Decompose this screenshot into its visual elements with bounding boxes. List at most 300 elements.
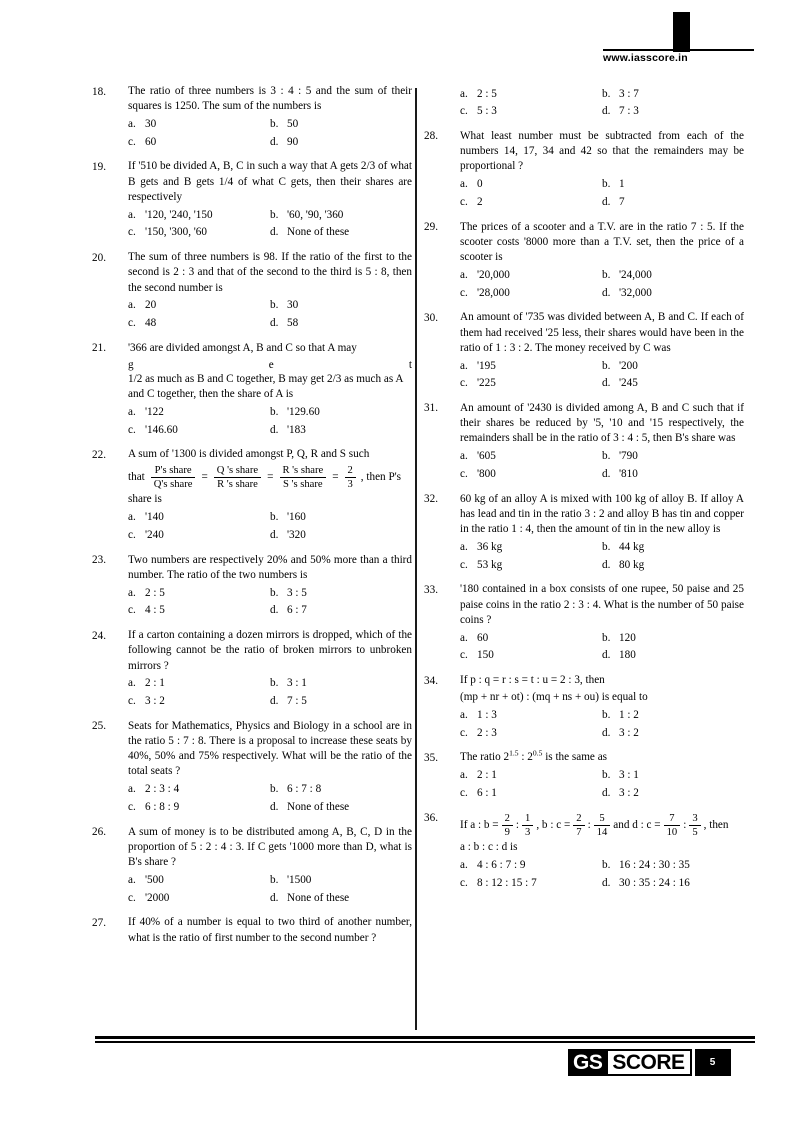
option-row (460, 631, 744, 646)
sup-mid: : 2 (518, 751, 533, 764)
answer-option[interactable] (270, 225, 412, 240)
artifact-glyph: e (268, 359, 274, 372)
option-value: 3 : 7 (619, 87, 639, 100)
answer-option[interactable] (128, 603, 270, 618)
fraction-numerator: 2 (504, 812, 510, 824)
answer-option[interactable] (128, 316, 270, 331)
answer-option[interactable] (270, 694, 412, 709)
question-body (460, 750, 744, 801)
answer-option[interactable] (460, 467, 602, 482)
question-body (460, 673, 744, 741)
formula-tail: , then P's (360, 470, 402, 483)
question-number: 29. (424, 221, 438, 234)
option-value: 120 (619, 631, 636, 644)
question-block (92, 159, 412, 240)
option-value: '183 (287, 423, 306, 436)
option-key: b. (602, 540, 611, 553)
answer-option[interactable] (602, 558, 744, 573)
answer-option[interactable] (602, 876, 744, 891)
option-list (460, 631, 744, 664)
question-number: 21. (92, 342, 106, 355)
answer-option[interactable] (602, 195, 744, 210)
option-key: d. (602, 786, 611, 799)
answer-option[interactable] (460, 558, 602, 573)
option-value: '24,000 (619, 268, 652, 281)
option-value: 8 : 12 : 15 : 7 (477, 876, 537, 889)
question-block (424, 750, 744, 801)
question-body (460, 220, 744, 301)
option-row (460, 177, 744, 192)
option-list (460, 177, 744, 210)
option-value: '150, '300, '60 (145, 226, 207, 239)
option-value: '146.60 (145, 423, 178, 436)
answer-option[interactable] (128, 800, 270, 815)
option-key: b. (602, 178, 611, 191)
option-key: a. (128, 208, 136, 221)
option-key: c. (460, 286, 468, 299)
formula-lead: that (128, 470, 145, 483)
fraction-denominator: 10 (664, 825, 681, 838)
question-number (424, 84, 460, 119)
option-row (460, 467, 744, 482)
fraction-denominator: 5 (689, 825, 700, 838)
option-key: c. (128, 800, 136, 813)
option-value: '790 (619, 450, 638, 463)
option-row (128, 316, 412, 331)
option-value: 3 : 2 (619, 786, 639, 799)
option-list (460, 359, 744, 392)
option-value: 6 : 8 : 9 (145, 800, 180, 813)
fraction-denominator: 7 (573, 825, 584, 838)
answer-option[interactable] (270, 510, 412, 525)
option-list (128, 208, 412, 241)
option-row (128, 423, 412, 438)
answer-option[interactable] (270, 117, 412, 132)
option-key: c. (128, 694, 136, 707)
option-key: b. (602, 631, 611, 644)
option-value: '122 (145, 405, 164, 418)
page-footer (0, 1036, 794, 1123)
option-key: a. (460, 87, 468, 100)
option-value: 150 (477, 649, 494, 662)
answer-option[interactable] (128, 510, 270, 525)
answer-option[interactable] (602, 87, 744, 102)
question-body (128, 825, 412, 906)
question-number: 28. (424, 130, 438, 143)
answer-option[interactable] (128, 782, 270, 797)
question-number: 36. (424, 812, 438, 825)
option-key: d. (602, 105, 611, 118)
option-value: '500 (145, 873, 164, 886)
question-block (92, 915, 412, 947)
question-body (460, 582, 744, 663)
page-content (0, 84, 794, 1030)
option-row (128, 586, 412, 601)
option-value: '28,000 (477, 286, 510, 299)
answer-option[interactable] (270, 528, 412, 543)
option-key: a. (128, 783, 136, 796)
answer-option[interactable] (128, 135, 270, 150)
option-key: b. (270, 299, 279, 312)
question-body (460, 84, 744, 119)
answer-option[interactable] (128, 423, 270, 438)
question-body (460, 492, 744, 573)
option-key: a. (128, 873, 136, 886)
option-row (460, 786, 744, 801)
answer-option[interactable] (270, 298, 412, 313)
answer-option[interactable] (270, 208, 412, 223)
answer-option[interactable] (602, 786, 744, 801)
answer-option[interactable] (602, 104, 744, 119)
option-key: a. (128, 117, 136, 130)
answer-option[interactable] (602, 376, 744, 391)
question-number: 27. (92, 916, 106, 929)
formula-part: , b : c = (536, 818, 571, 831)
option-value: 53 kg (477, 558, 503, 571)
answer-option[interactable] (602, 286, 744, 301)
option-row (128, 782, 412, 797)
question-number: 34. (424, 674, 438, 687)
fraction-numerator: 5 (599, 812, 605, 824)
option-key: b. (602, 859, 611, 872)
option-list (128, 782, 412, 815)
question-body (128, 915, 412, 947)
question-body (128, 84, 412, 150)
question-body (460, 310, 744, 391)
formula-operator: = (267, 470, 274, 483)
question-text: (mp + nr + ot) : (mq + ns + ou) is equal to (460, 691, 648, 704)
question-text: a : b : c : d is (460, 841, 518, 854)
option-key: b. (602, 359, 611, 372)
answer-option[interactable] (270, 676, 412, 691)
option-key: a. (460, 769, 468, 782)
option-value: '605 (477, 450, 496, 463)
question-body (128, 628, 412, 709)
footer-rule-thin (95, 1041, 755, 1043)
answer-option[interactable] (460, 768, 602, 783)
question-block (92, 250, 412, 331)
question-number: 25. (92, 720, 106, 733)
answer-option[interactable] (128, 208, 270, 223)
answer-option[interactable] (460, 876, 602, 891)
answer-option[interactable] (602, 648, 744, 663)
option-row (460, 708, 744, 723)
option-key: b. (602, 87, 611, 100)
option-value: 0 (477, 178, 483, 191)
question-block (92, 447, 412, 543)
option-row (460, 359, 744, 374)
question-text: share is (128, 493, 162, 506)
fraction-numerator: 2 (347, 464, 353, 476)
answer-option[interactable] (602, 359, 744, 374)
option-key: b. (270, 117, 279, 130)
option-value: 90 (287, 135, 299, 148)
option-value: '120, '240, '150 (145, 208, 213, 221)
option-row (128, 800, 412, 815)
option-row (460, 876, 744, 891)
option-key: c. (460, 876, 468, 889)
option-key: d. (602, 467, 611, 480)
answer-option[interactable] (460, 87, 602, 102)
question-block (424, 401, 744, 482)
gs-score-logo (568, 1049, 731, 1076)
option-list (128, 873, 412, 906)
option-key: b. (602, 769, 611, 782)
answer-option[interactable] (270, 423, 412, 438)
option-list (460, 858, 744, 891)
question-text: The ratio of three numbers is 3 : 4 : 5 and the sum of their squares is 1250. The sum of the numbers is (128, 85, 412, 113)
question-body (128, 159, 412, 240)
question-text: An amount of '2430 is divided among A, B and C such that if their shares be reduced by '5, '10 and '15 respectively, the remainders shall be in the ratio of 3 : 4 : 5, then B's share was (460, 401, 744, 445)
option-value: 44 kg (619, 540, 645, 553)
fraction (522, 813, 533, 839)
answer-option[interactable] (270, 586, 412, 601)
option-key: b. (602, 450, 611, 463)
answer-option[interactable] (602, 858, 744, 873)
question-text: 60 kg of an alloy A is mixed with 100 kg of alloy B. If alloy A has lead and tin in the ratio 3 : 2 and alloy B has tin and copper in the ratio 1 : 4, then the amount of tin in the new alloy is (460, 492, 744, 536)
option-key: d. (270, 423, 279, 436)
option-value: 4 : 5 (145, 604, 165, 617)
answer-option[interactable] (460, 726, 602, 741)
option-row (460, 726, 744, 741)
option-value: None of these (287, 226, 350, 239)
answer-option[interactable] (128, 405, 270, 420)
answer-option[interactable] (270, 135, 412, 150)
answer-option[interactable] (602, 708, 744, 723)
question-body (128, 553, 412, 619)
option-row (460, 449, 744, 464)
formula-part: If a : b = (460, 818, 499, 831)
fraction-denominator: 14 (594, 825, 611, 838)
option-key: b. (602, 708, 611, 721)
option-value: '32,000 (619, 286, 652, 299)
answer-option[interactable] (128, 891, 270, 906)
answer-option[interactable] (270, 603, 412, 618)
answer-option[interactable] (460, 648, 602, 663)
option-list (460, 708, 744, 741)
option-row (128, 528, 412, 543)
question-block (424, 673, 744, 741)
question-text: A sum of money is to be distributed among A, B, C, D in the proportion of 5 : 2 : 4 : 3. If C gets '1000 more than D, what is B's share ? (128, 825, 412, 869)
fraction-numerator: P's share (154, 464, 192, 476)
answer-option[interactable] (270, 800, 412, 815)
option-key: b. (270, 405, 279, 418)
option-value: '195 (477, 359, 496, 372)
option-key: c. (128, 135, 136, 148)
option-key: a. (460, 178, 468, 191)
question-text: A sum of '1300 is divided amongst P, Q, R and S such (128, 448, 370, 461)
question-number: 19. (92, 160, 106, 173)
answer-option[interactable] (602, 467, 744, 482)
question-text: The prices of a scooter and a T.V. are in the ratio 7 : 5. If the scooter costs '8000 more than a T.V. set, then the price of a scooter is (460, 220, 744, 264)
question-text: Seats for Mathematics, Physics and Biology in a school are in the ratio 5 : 7 : 8. There is a proposal to increase these seats by 40%, 50% and 75% respectively. What will be the ratio of the total seats ? (128, 719, 412, 778)
fraction-numerator: 2 (576, 812, 582, 824)
answer-option[interactable] (602, 768, 744, 783)
question-body (128, 250, 412, 331)
question-block (92, 719, 412, 815)
answer-option[interactable] (128, 873, 270, 888)
answer-option[interactable] (270, 405, 412, 420)
fraction-denominator: 9 (502, 825, 513, 838)
sup-pre: The ratio 2 (460, 751, 510, 764)
option-list (128, 405, 412, 438)
answer-option[interactable] (460, 104, 602, 119)
option-key: d. (270, 317, 279, 330)
option-value: 1 : 2 (619, 708, 639, 721)
answer-option[interactable] (270, 873, 412, 888)
question-number: 20. (92, 251, 106, 264)
option-list (460, 268, 744, 301)
option-row (460, 195, 744, 210)
fraction-denominator: Q's share (151, 477, 196, 490)
answer-option[interactable] (270, 891, 412, 906)
option-row (460, 768, 744, 783)
option-value: 3 : 2 (145, 694, 165, 707)
answer-option[interactable] (602, 268, 744, 283)
option-key: d. (270, 226, 279, 239)
option-value: 4 : 6 : 7 : 9 (477, 859, 526, 872)
website-url[interactable]: www.iasscore.in (603, 52, 688, 64)
answer-option[interactable] (270, 316, 412, 331)
option-list (128, 117, 412, 150)
option-key: a. (128, 586, 136, 599)
fraction-numerator: 3 (692, 812, 698, 824)
option-value: '20,000 (477, 268, 510, 281)
question-block (424, 220, 744, 301)
option-value: '2000 (145, 891, 170, 904)
answer-option[interactable] (460, 858, 602, 873)
option-row (460, 558, 744, 573)
option-value: 180 (619, 649, 636, 662)
option-key: b. (270, 873, 279, 886)
option-value: 3 : 1 (619, 769, 639, 782)
option-key: b. (270, 677, 279, 690)
option-value: 50 (287, 117, 299, 130)
question-text: If '510 be divided A, B, C in such a way that A gets 2/3 of what B gets and B gets 1/4 of what C gets, then their shares are respectively (128, 160, 412, 203)
question-text: Two numbers are respectively 20% and 50% more than a third number. The ratio of the two numbers is (128, 553, 412, 581)
formula-colon: : (683, 818, 687, 831)
option-row (128, 208, 412, 223)
question-number: 31. (424, 402, 438, 415)
option-key: b. (270, 208, 279, 221)
option-list (460, 449, 744, 482)
option-row (128, 603, 412, 618)
formula-part: , then (703, 818, 729, 831)
question-column-left (92, 84, 412, 957)
answer-option[interactable] (128, 586, 270, 601)
option-value: 2 : 1 (477, 769, 497, 782)
option-key: d. (602, 286, 611, 299)
option-value: '245 (619, 377, 638, 390)
option-list (460, 87, 744, 120)
question-body (128, 341, 412, 438)
question-column-right (424, 84, 744, 901)
answer-option[interactable] (460, 631, 602, 646)
option-key: c. (128, 891, 136, 904)
answer-option[interactable] (128, 117, 270, 132)
answer-option[interactable] (460, 786, 602, 801)
option-row (128, 405, 412, 420)
artifact-glyph: t (408, 359, 412, 372)
option-key: c. (128, 423, 136, 436)
answer-option[interactable] (270, 782, 412, 797)
question-text: '366 are divided amongst A, B and C so that A may (128, 341, 357, 354)
fraction-numerator: Q 's share (216, 464, 259, 476)
answer-option[interactable] (460, 376, 602, 391)
fraction (502, 813, 513, 839)
fraction-numerator: 7 (669, 812, 675, 824)
answer-option[interactable] (602, 449, 744, 464)
question-number: 23. (92, 554, 106, 567)
answer-option[interactable] (602, 631, 744, 646)
exponent-2: 0.5 (532, 748, 543, 758)
option-key: c. (128, 528, 136, 541)
option-key: d. (270, 800, 279, 813)
question-body (128, 719, 412, 815)
fraction (279, 465, 326, 491)
answer-option[interactable] (460, 449, 602, 464)
answer-option[interactable] (602, 177, 744, 192)
option-value: '129.60 (287, 405, 320, 418)
question-text-superscript (460, 750, 744, 765)
answer-option[interactable] (128, 298, 270, 313)
question-block (92, 553, 412, 619)
option-key: c. (460, 195, 468, 208)
option-key: b. (270, 586, 279, 599)
option-value: 2 : 3 (477, 726, 497, 739)
option-value: 58 (287, 317, 299, 330)
option-key: b. (270, 511, 279, 524)
answer-option[interactable] (128, 676, 270, 691)
option-key: a. (460, 359, 468, 372)
fraction-denominator: 3 (345, 477, 356, 490)
option-key: c. (128, 317, 136, 330)
answer-option[interactable] (460, 177, 602, 192)
answer-option[interactable] (460, 268, 602, 283)
option-key: a. (460, 859, 468, 872)
formula-colon: : (587, 818, 591, 831)
question-text: If p : q = r : s = t : u = 2 : 3, then (460, 674, 605, 686)
answer-option[interactable] (460, 540, 602, 555)
fraction-denominator: R 's share (214, 477, 261, 490)
answer-option[interactable] (128, 694, 270, 709)
option-row (128, 135, 412, 150)
fraction-numerator: 1 (525, 812, 531, 824)
question-block (424, 129, 744, 210)
sup-post: is the same as (542, 751, 608, 764)
answer-option[interactable] (460, 708, 602, 723)
answer-option[interactable] (460, 359, 602, 374)
option-row (128, 873, 412, 888)
answer-option[interactable] (128, 225, 270, 240)
option-row (128, 225, 412, 240)
answer-option[interactable] (602, 540, 744, 555)
scan-artifact-line (128, 358, 412, 372)
answer-option[interactable] (602, 726, 744, 741)
question-block (92, 628, 412, 709)
question-block (424, 310, 744, 391)
option-row (460, 87, 744, 102)
answer-option[interactable] (460, 195, 602, 210)
answer-option[interactable] (460, 286, 602, 301)
answer-option[interactable] (128, 528, 270, 543)
page-number: 5 (695, 1049, 731, 1076)
exponent-1: 1.5 (509, 748, 519, 758)
option-value: 2 : 1 (145, 677, 165, 690)
logo-score-text: SCORE (606, 1049, 691, 1076)
page-header (0, 0, 794, 80)
option-row (128, 510, 412, 525)
